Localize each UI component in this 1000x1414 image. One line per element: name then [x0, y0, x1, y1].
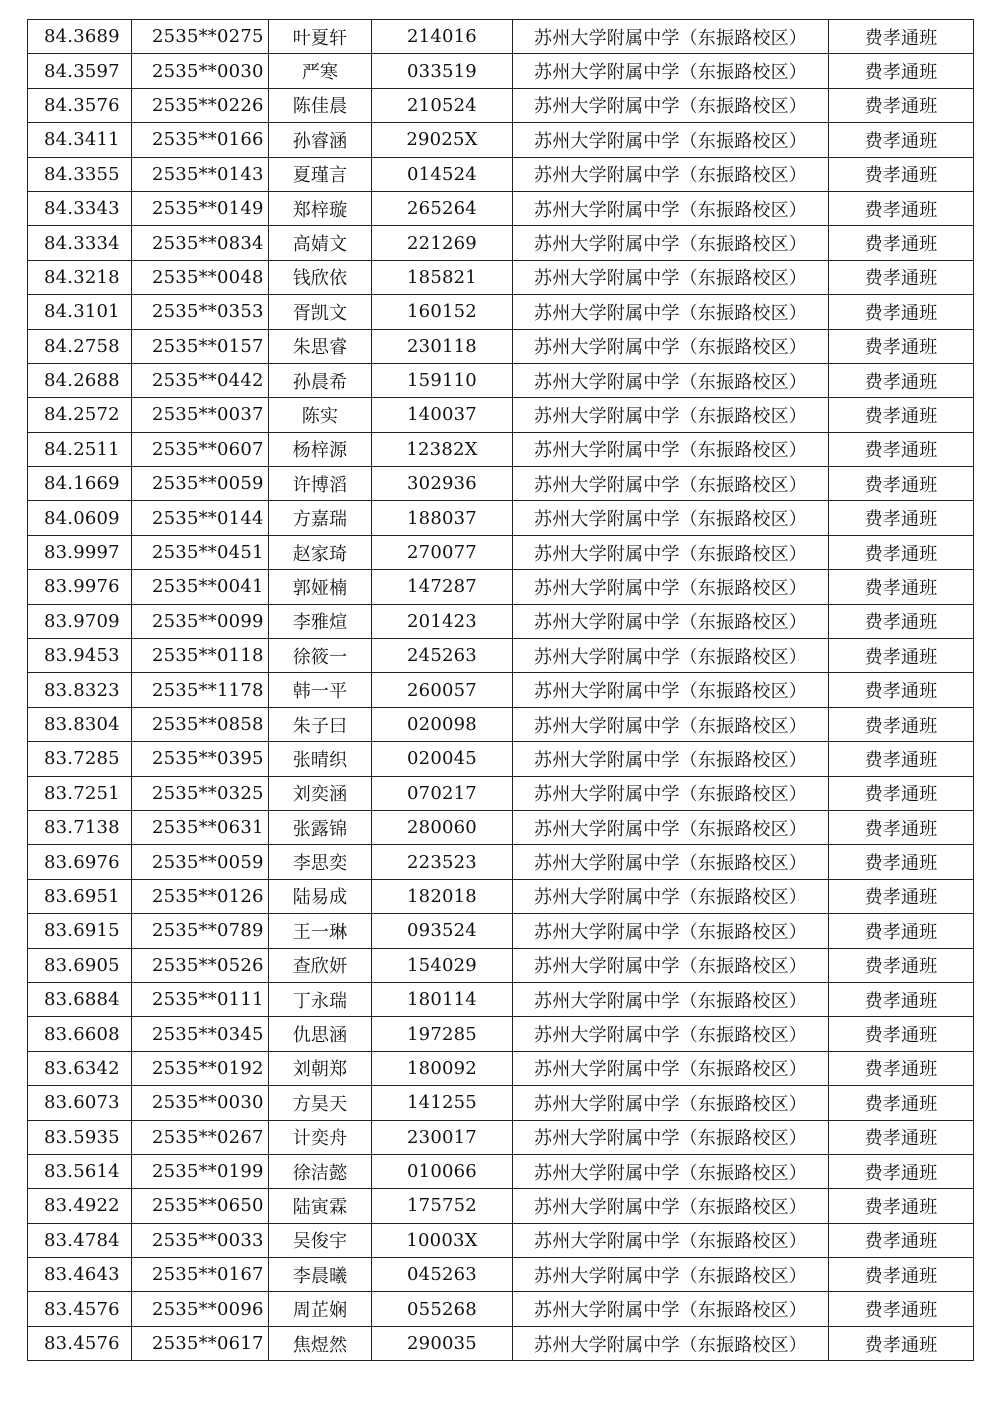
table-row — [28, 1189, 974, 1223]
table-row — [28, 226, 974, 260]
school-cell: 苏州大学附属中学（东振路校区） — [513, 432, 829, 466]
class-cell: 费孝通班 — [829, 20, 974, 54]
school-cell: 苏州大学附属中学（东振路校区） — [513, 1189, 829, 1223]
school-cell: 苏州大学附属中学（东振路校区） — [513, 1326, 829, 1360]
table-row — [28, 1086, 974, 1120]
exam-number-cell: 2535**0111 — [132, 982, 269, 1016]
class-cell: 费孝通班 — [829, 845, 974, 879]
table-row — [28, 1223, 974, 1257]
class-cell: 费孝通班 — [829, 398, 974, 432]
class-cell: 费孝通班 — [829, 432, 974, 466]
school-cell: 苏州大学附属中学（东振路校区） — [513, 88, 829, 122]
score-cell: 84.1669 — [28, 467, 132, 501]
class-cell: 费孝通班 — [829, 1223, 974, 1257]
school-cell: 苏州大学附属中学（东振路校区） — [513, 1223, 829, 1257]
student-name-cell: 孙睿涵 — [269, 123, 372, 157]
student-name-cell: 陈佳晨 — [269, 88, 372, 122]
student-name-cell: 仇思涵 — [269, 1017, 372, 1051]
table-row — [28, 432, 974, 466]
student-name-cell: 叶夏轩 — [269, 20, 372, 54]
exam-number-cell: 2535**0144 — [132, 501, 269, 535]
table-row — [28, 914, 974, 948]
id-suffix-cell: 093524 — [372, 914, 513, 948]
student-name-cell: 徐筱一 — [269, 639, 372, 673]
student-name-cell: 陆寅霖 — [269, 1189, 372, 1223]
class-cell: 费孝通班 — [829, 1086, 974, 1120]
id-suffix-cell: 230017 — [372, 1120, 513, 1154]
score-cell: 84.3355 — [28, 157, 132, 191]
score-cell: 83.7138 — [28, 810, 132, 844]
student-name-cell: 胥凯文 — [269, 295, 372, 329]
student-name-cell: 丁永瑞 — [269, 982, 372, 1016]
exam-number-cell: 2535**0607 — [132, 432, 269, 466]
class-cell: 费孝通班 — [829, 1258, 974, 1292]
id-suffix-cell: 159110 — [372, 363, 513, 397]
class-cell: 费孝通班 — [829, 707, 974, 741]
id-suffix-cell: 265264 — [372, 191, 513, 225]
exam-number-cell: 2535**0275 — [132, 20, 269, 54]
class-cell: 费孝通班 — [829, 123, 974, 157]
student-name-cell: 徐洁懿 — [269, 1154, 372, 1188]
student-name-cell: 孙晨希 — [269, 363, 372, 397]
class-cell: 费孝通班 — [829, 1154, 974, 1188]
id-suffix-cell: 175752 — [372, 1189, 513, 1223]
table-row — [28, 1258, 974, 1292]
table-row — [28, 157, 974, 191]
id-suffix-cell: 020098 — [372, 707, 513, 741]
student-name-cell: 张晴织 — [269, 742, 372, 776]
class-cell: 费孝通班 — [829, 535, 974, 569]
school-cell: 苏州大学附属中学（东振路校区） — [513, 1258, 829, 1292]
id-suffix-cell: 182018 — [372, 879, 513, 913]
table-row — [28, 639, 974, 673]
id-suffix-cell: 223523 — [372, 845, 513, 879]
id-suffix-cell: 302936 — [372, 467, 513, 501]
admission-list-table — [27, 19, 974, 1361]
exam-number-cell: 2535**0617 — [132, 1326, 269, 1360]
student-name-cell: 王一琳 — [269, 914, 372, 948]
class-cell: 费孝通班 — [829, 88, 974, 122]
score-cell: 84.3411 — [28, 123, 132, 157]
id-suffix-cell: 197285 — [372, 1017, 513, 1051]
score-cell: 83.6884 — [28, 982, 132, 1016]
id-suffix-cell: 147287 — [372, 570, 513, 604]
table-row — [28, 535, 974, 569]
exam-number-cell: 2535**0096 — [132, 1292, 269, 1326]
score-cell: 83.9976 — [28, 570, 132, 604]
student-name-cell: 方嘉瑞 — [269, 501, 372, 535]
exam-number-cell: 2535**0099 — [132, 604, 269, 638]
class-cell: 费孝通班 — [829, 742, 974, 776]
school-cell: 苏州大学附属中学（东振路校区） — [513, 810, 829, 844]
student-name-cell: 郑梓璇 — [269, 191, 372, 225]
class-cell: 费孝通班 — [829, 191, 974, 225]
student-name-cell: 计奕舟 — [269, 1120, 372, 1154]
table-row — [28, 20, 974, 54]
student-name-cell: 刘奕涵 — [269, 776, 372, 810]
table-row — [28, 1326, 974, 1360]
exam-number-cell: 2535**0041 — [132, 570, 269, 604]
exam-number-cell: 2535**0858 — [132, 707, 269, 741]
class-cell: 费孝通班 — [829, 982, 974, 1016]
score-cell: 84.3689 — [28, 20, 132, 54]
class-cell: 费孝通班 — [829, 914, 974, 948]
score-cell: 83.6342 — [28, 1051, 132, 1085]
student-name-cell: 李雅煊 — [269, 604, 372, 638]
school-cell: 苏州大学附属中学（东振路校区） — [513, 707, 829, 741]
class-cell: 费孝通班 — [829, 1051, 974, 1085]
exam-number-cell: 2535**0345 — [132, 1017, 269, 1051]
score-cell: 84.3101 — [28, 295, 132, 329]
school-cell: 苏州大学附属中学（东振路校区） — [513, 501, 829, 535]
school-cell: 苏州大学附属中学（东振路校区） — [513, 535, 829, 569]
exam-number-cell: 2535**0030 — [132, 1086, 269, 1120]
class-cell: 费孝通班 — [829, 157, 974, 191]
school-cell: 苏州大学附属中学（东振路校区） — [513, 742, 829, 776]
score-cell: 83.4643 — [28, 1258, 132, 1292]
score-cell: 83.8323 — [28, 673, 132, 707]
table-row — [28, 1017, 974, 1051]
id-suffix-cell: 214016 — [372, 20, 513, 54]
class-cell: 费孝通班 — [829, 501, 974, 535]
table-row — [28, 329, 974, 363]
student-name-cell: 李思奕 — [269, 845, 372, 879]
student-name-cell: 刘朝郑 — [269, 1051, 372, 1085]
class-cell: 费孝通班 — [829, 467, 974, 501]
id-suffix-cell: 070217 — [372, 776, 513, 810]
class-cell: 费孝通班 — [829, 570, 974, 604]
school-cell: 苏州大学附属中学（东振路校区） — [513, 363, 829, 397]
exam-number-cell: 2535**0267 — [132, 1120, 269, 1154]
class-cell: 费孝通班 — [829, 260, 974, 294]
student-name-cell: 朱子曰 — [269, 707, 372, 741]
student-name-cell: 钱欣依 — [269, 260, 372, 294]
score-cell: 84.2572 — [28, 398, 132, 432]
class-cell: 费孝通班 — [829, 295, 974, 329]
id-suffix-cell: 188037 — [372, 501, 513, 535]
id-suffix-cell: 270077 — [372, 535, 513, 569]
class-cell: 费孝通班 — [829, 879, 974, 913]
exam-number-cell: 2535**0226 — [132, 88, 269, 122]
exam-number-cell: 2535**0167 — [132, 1258, 269, 1292]
school-cell: 苏州大学附属中学（东振路校区） — [513, 1017, 829, 1051]
school-cell: 苏州大学附属中学（东振路校区） — [513, 845, 829, 879]
score-cell: 83.7285 — [28, 742, 132, 776]
student-name-cell: 周芷娴 — [269, 1292, 372, 1326]
exam-number-cell: 2535**0126 — [132, 879, 269, 913]
school-cell: 苏州大学附属中学（东振路校区） — [513, 191, 829, 225]
class-cell: 费孝通班 — [829, 1326, 974, 1360]
id-suffix-cell: 280060 — [372, 810, 513, 844]
exam-number-cell: 2535**1178 — [132, 673, 269, 707]
table-row — [28, 845, 974, 879]
table-row — [28, 570, 974, 604]
score-cell: 83.4784 — [28, 1223, 132, 1257]
id-suffix-cell: 245263 — [372, 639, 513, 673]
school-cell: 苏州大学附属中学（东振路校区） — [513, 639, 829, 673]
class-cell: 费孝通班 — [829, 639, 974, 673]
score-cell: 84.2758 — [28, 329, 132, 363]
school-cell: 苏州大学附属中学（东振路校区） — [513, 123, 829, 157]
class-cell: 费孝通班 — [829, 1120, 974, 1154]
score-cell: 83.6976 — [28, 845, 132, 879]
student-name-cell: 焦煜然 — [269, 1326, 372, 1360]
student-name-cell: 杨梓源 — [269, 432, 372, 466]
score-cell: 84.3334 — [28, 226, 132, 260]
school-cell: 苏州大学附属中学（东振路校区） — [513, 260, 829, 294]
school-cell: 苏州大学附属中学（东振路校区） — [513, 295, 829, 329]
id-suffix-cell: 180114 — [372, 982, 513, 1016]
student-name-cell: 郭娅楠 — [269, 570, 372, 604]
student-name-cell: 韩一平 — [269, 673, 372, 707]
exam-number-cell: 2535**0353 — [132, 295, 269, 329]
exam-number-cell: 2535**0030 — [132, 54, 269, 88]
id-suffix-cell: 201423 — [372, 604, 513, 638]
exam-number-cell: 2535**0789 — [132, 914, 269, 948]
student-name-cell: 高婧文 — [269, 226, 372, 260]
id-suffix-cell: 141255 — [372, 1086, 513, 1120]
class-cell: 费孝通班 — [829, 604, 974, 638]
table-row — [28, 879, 974, 913]
exam-number-cell: 2535**0059 — [132, 845, 269, 879]
exam-number-cell: 2535**0048 — [132, 260, 269, 294]
score-cell: 83.7251 — [28, 776, 132, 810]
id-suffix-cell: 29025X — [372, 123, 513, 157]
score-cell: 83.8304 — [28, 707, 132, 741]
class-cell: 费孝通班 — [829, 1292, 974, 1326]
id-suffix-cell: 290035 — [372, 1326, 513, 1360]
id-suffix-cell: 045263 — [372, 1258, 513, 1292]
school-cell: 苏州大学附属中学（东振路校区） — [513, 1051, 829, 1085]
score-cell: 83.6951 — [28, 879, 132, 913]
table-row — [28, 1051, 974, 1085]
school-cell: 苏州大学附属中学（东振路校区） — [513, 914, 829, 948]
id-suffix-cell: 180092 — [372, 1051, 513, 1085]
class-cell: 费孝通班 — [829, 673, 974, 707]
school-cell: 苏州大学附属中学（东振路校区） — [513, 1154, 829, 1188]
exam-number-cell: 2535**0157 — [132, 329, 269, 363]
score-cell: 83.4576 — [28, 1292, 132, 1326]
table-row — [28, 260, 974, 294]
class-cell: 费孝通班 — [829, 226, 974, 260]
id-suffix-cell: 160152 — [372, 295, 513, 329]
school-cell: 苏州大学附属中学（东振路校区） — [513, 673, 829, 707]
score-cell: 83.6073 — [28, 1086, 132, 1120]
table-row — [28, 398, 974, 432]
exam-number-cell: 2535**0143 — [132, 157, 269, 191]
score-cell: 83.5614 — [28, 1154, 132, 1188]
student-name-cell: 吴俊宇 — [269, 1223, 372, 1257]
table-row — [28, 88, 974, 122]
student-name-cell: 夏瑾言 — [269, 157, 372, 191]
id-suffix-cell: 210524 — [372, 88, 513, 122]
score-cell: 83.6608 — [28, 1017, 132, 1051]
class-cell: 费孝通班 — [829, 329, 974, 363]
class-cell: 费孝通班 — [829, 1017, 974, 1051]
exam-number-cell: 2535**0166 — [132, 123, 269, 157]
table-row — [28, 54, 974, 88]
school-cell: 苏州大学附属中学（东振路校区） — [513, 604, 829, 638]
id-suffix-cell: 185821 — [372, 260, 513, 294]
id-suffix-cell: 033519 — [372, 54, 513, 88]
table-row — [28, 673, 974, 707]
score-cell: 83.9997 — [28, 535, 132, 569]
id-suffix-cell: 12382X — [372, 432, 513, 466]
school-cell: 苏州大学附属中学（东振路校区） — [513, 54, 829, 88]
id-suffix-cell: 140037 — [372, 398, 513, 432]
student-name-cell: 查欣妍 — [269, 948, 372, 982]
school-cell: 苏州大学附属中学（东振路校区） — [513, 157, 829, 191]
score-cell: 84.0609 — [28, 501, 132, 535]
exam-number-cell: 2535**0395 — [132, 742, 269, 776]
table-row — [28, 810, 974, 844]
student-name-cell: 赵家琦 — [269, 535, 372, 569]
exam-number-cell: 2535**0033 — [132, 1223, 269, 1257]
id-suffix-cell: 010066 — [372, 1154, 513, 1188]
exam-number-cell: 2535**0149 — [132, 191, 269, 225]
table-row — [28, 363, 974, 397]
score-cell: 84.3576 — [28, 88, 132, 122]
student-name-cell: 李晨曦 — [269, 1258, 372, 1292]
school-cell: 苏州大学附属中学（东振路校区） — [513, 948, 829, 982]
student-name-cell: 陆易成 — [269, 879, 372, 913]
score-cell: 83.4922 — [28, 1189, 132, 1223]
class-cell: 费孝通班 — [829, 54, 974, 88]
id-suffix-cell: 221269 — [372, 226, 513, 260]
student-name-cell: 朱思睿 — [269, 329, 372, 363]
score-cell: 84.3597 — [28, 54, 132, 88]
score-cell: 83.6905 — [28, 948, 132, 982]
exam-number-cell: 2535**0059 — [132, 467, 269, 501]
table-row — [28, 467, 974, 501]
student-name-cell: 陈实 — [269, 398, 372, 432]
score-cell: 84.3218 — [28, 260, 132, 294]
school-cell: 苏州大学附属中学（东振路校区） — [513, 398, 829, 432]
exam-number-cell: 2535**0451 — [132, 535, 269, 569]
table-row — [28, 707, 974, 741]
id-suffix-cell: 014524 — [372, 157, 513, 191]
exam-number-cell: 2535**0199 — [132, 1154, 269, 1188]
student-name-cell: 严寒 — [269, 54, 372, 88]
score-cell: 83.4576 — [28, 1326, 132, 1360]
exam-number-cell: 2535**0650 — [132, 1189, 269, 1223]
table-row — [28, 742, 974, 776]
table-row — [28, 776, 974, 810]
id-suffix-cell: 230118 — [372, 329, 513, 363]
score-cell: 84.2688 — [28, 363, 132, 397]
school-cell: 苏州大学附属中学（东振路校区） — [513, 776, 829, 810]
score-cell: 84.2511 — [28, 432, 132, 466]
school-cell: 苏州大学附属中学（东振路校区） — [513, 467, 829, 501]
score-cell: 83.6915 — [28, 914, 132, 948]
table-row — [28, 1120, 974, 1154]
score-cell: 84.3343 — [28, 191, 132, 225]
id-suffix-cell: 154029 — [372, 948, 513, 982]
id-suffix-cell: 260057 — [372, 673, 513, 707]
table-row — [28, 501, 974, 535]
school-cell: 苏州大学附属中学（东振路校区） — [513, 570, 829, 604]
score-cell: 83.9453 — [28, 639, 132, 673]
student-name-cell: 许博滔 — [269, 467, 372, 501]
admission-list-body — [28, 20, 974, 1361]
exam-number-cell: 2535**0037 — [132, 398, 269, 432]
school-cell: 苏州大学附属中学（东振路校区） — [513, 329, 829, 363]
table-row — [28, 123, 974, 157]
id-suffix-cell: 020045 — [372, 742, 513, 776]
school-cell: 苏州大学附属中学（东振路校区） — [513, 879, 829, 913]
student-name-cell: 方昊天 — [269, 1086, 372, 1120]
school-cell: 苏州大学附属中学（东振路校区） — [513, 226, 829, 260]
class-cell: 费孝通班 — [829, 948, 974, 982]
class-cell: 费孝通班 — [829, 1189, 974, 1223]
table-row — [28, 982, 974, 1016]
score-cell: 83.5935 — [28, 1120, 132, 1154]
school-cell: 苏州大学附属中学（东振路校区） — [513, 1086, 829, 1120]
exam-number-cell: 2535**0526 — [132, 948, 269, 982]
school-cell: 苏州大学附属中学（东振路校区） — [513, 1120, 829, 1154]
exam-number-cell: 2535**0118 — [132, 639, 269, 673]
table-row — [28, 1292, 974, 1326]
score-cell: 83.9709 — [28, 604, 132, 638]
id-suffix-cell: 10003X — [372, 1223, 513, 1257]
exam-number-cell: 2535**0442 — [132, 363, 269, 397]
student-name-cell: 张露锦 — [269, 810, 372, 844]
table-row — [28, 1154, 974, 1188]
school-cell: 苏州大学附属中学（东振路校区） — [513, 1292, 829, 1326]
id-suffix-cell: 055268 — [372, 1292, 513, 1326]
exam-number-cell: 2535**0834 — [132, 226, 269, 260]
table-row — [28, 191, 974, 225]
class-cell: 费孝通班 — [829, 363, 974, 397]
class-cell: 费孝通班 — [829, 810, 974, 844]
table-row — [28, 948, 974, 982]
school-cell: 苏州大学附属中学（东振路校区） — [513, 982, 829, 1016]
exam-number-cell: 2535**0631 — [132, 810, 269, 844]
class-cell: 费孝通班 — [829, 776, 974, 810]
school-cell: 苏州大学附属中学（东振路校区） — [513, 20, 829, 54]
table-row — [28, 295, 974, 329]
exam-number-cell: 2535**0192 — [132, 1051, 269, 1085]
table-row — [28, 604, 974, 638]
exam-number-cell: 2535**0325 — [132, 776, 269, 810]
